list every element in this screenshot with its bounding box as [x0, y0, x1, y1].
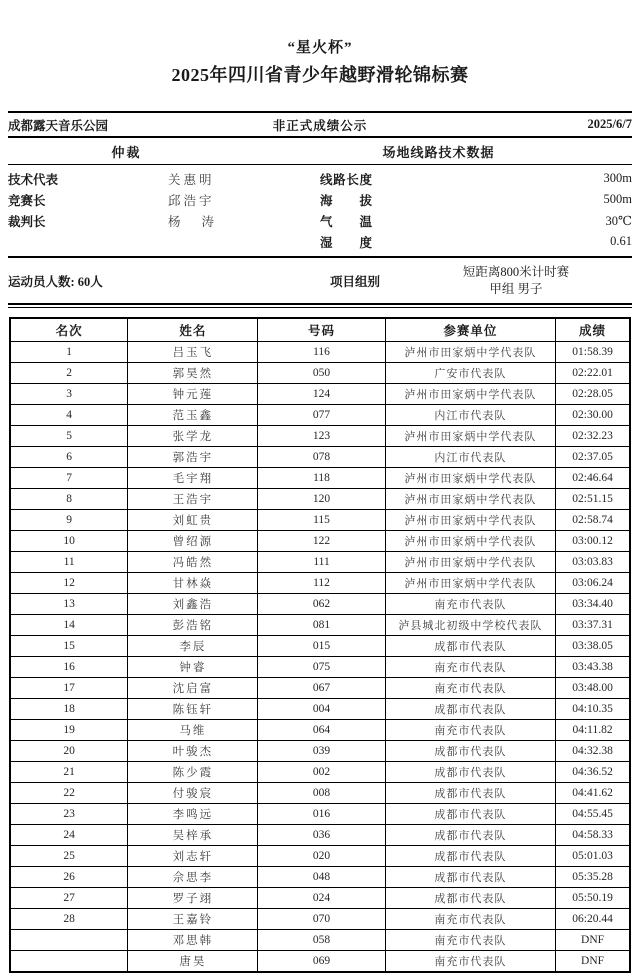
name-cell: 刘鑫浩 — [128, 594, 258, 615]
course-metric-label: 海拔 — [320, 193, 372, 208]
rank-cell: 4 — [10, 405, 128, 426]
result-time-cell: 05:01.03 — [556, 846, 630, 867]
result-time-cell: 02:51.15 — [556, 489, 630, 510]
result-time-cell: 04:11.82 — [556, 720, 630, 741]
table-row — [10, 573, 630, 594]
team-cell: 南充市代表队 — [385, 930, 556, 951]
course-metric-value: 500m — [603, 192, 632, 206]
result-time-cell: 01:58.39 — [556, 342, 630, 363]
name-cell: 陈钰轩 — [128, 699, 258, 720]
rank-cell: 22 — [10, 783, 128, 804]
result-time-cell: 03:48.00 — [556, 678, 630, 699]
result-time-cell: 05:50.19 — [556, 888, 630, 909]
results-table — [9, 317, 631, 973]
name-cell: 曾绍源 — [128, 531, 258, 552]
name-cell: 吕玉飞 — [128, 342, 258, 363]
bib-number-cell: 078 — [258, 447, 385, 468]
rank-cell: 12 — [10, 573, 128, 594]
course-metric-label: 气温 — [320, 214, 372, 229]
date-label: 2025/6/7 — [587, 117, 632, 131]
bib-number-cell: 115 — [258, 510, 385, 531]
bib-number-cell: 008 — [258, 783, 385, 804]
table-row — [10, 468, 630, 489]
double-rule — [8, 305, 632, 308]
bib-number-cell: 116 — [258, 342, 385, 363]
info-grid — [8, 165, 632, 258]
name-cell: 郭浩宇 — [128, 447, 258, 468]
table-row — [10, 363, 630, 384]
bib-number-cell: 036 — [258, 825, 385, 846]
bib-number-cell: 062 — [258, 594, 385, 615]
notice-label: 非正式成绩公示 — [272, 118, 368, 133]
table-row — [10, 720, 630, 741]
rank-cell: 15 — [10, 636, 128, 657]
result-time-cell: 03:38.05 — [556, 636, 630, 657]
team-cell: 成都市代表队 — [385, 804, 556, 825]
name-cell: 钟睿 — [128, 657, 258, 678]
result-time-cell: 03:34.40 — [556, 594, 630, 615]
team-cell: 内江市代表队 — [385, 405, 556, 426]
bib-number-cell: 002 — [258, 762, 385, 783]
team-cell: 南充市代表队 — [385, 951, 556, 973]
rank-cell: 24 — [10, 825, 128, 846]
team-cell: 成都市代表队 — [385, 783, 556, 804]
info-row — [8, 168, 632, 189]
rank-cell: 26 — [10, 867, 128, 888]
course-metric-value: 300m — [603, 171, 632, 185]
table-row — [10, 741, 630, 762]
bib-number-cell: 069 — [258, 951, 385, 973]
bib-number-cell: 123 — [258, 426, 385, 447]
course-metric-value: 0.61 — [610, 234, 632, 248]
table-row — [10, 678, 630, 699]
team-cell: 成都市代表队 — [385, 699, 556, 720]
name-cell: 王浩宇 — [128, 489, 258, 510]
name-cell: 佘思李 — [128, 867, 258, 888]
result-time-cell: 05:35.28 — [556, 867, 630, 888]
bib-number-cell: 120 — [258, 489, 385, 510]
team-cell: 南充市代表队 — [385, 657, 556, 678]
team-cell: 成都市代表队 — [385, 825, 556, 846]
rank-cell: 17 — [10, 678, 128, 699]
result-time-cell: 04:10.35 — [556, 699, 630, 720]
rank-cell: 18 — [10, 699, 128, 720]
name-cell: 马维 — [128, 720, 258, 741]
info-row — [8, 189, 632, 210]
team-cell: 泸州市田家炳中学代表队 — [385, 552, 556, 573]
event-division: 甲组 男子 — [489, 281, 543, 296]
result-time-cell: 03:06.24 — [556, 573, 630, 594]
rank-cell: 21 — [10, 762, 128, 783]
course-section-title: 场地线路技术数据 — [382, 144, 495, 160]
result-time-cell: 04:58.33 — [556, 825, 630, 846]
rank-cell: 23 — [10, 804, 128, 825]
table-row — [10, 531, 630, 552]
table-row — [10, 888, 630, 909]
bib-number-cell: 050 — [258, 363, 385, 384]
rank-cell: 5 — [10, 426, 128, 447]
team-cell: 成都市代表队 — [385, 846, 556, 867]
table-row — [10, 930, 630, 951]
official-name: 杨涛 — [168, 214, 214, 229]
name-cell: 范玉鑫 — [128, 405, 258, 426]
section-headers — [8, 138, 632, 165]
name-cell: 毛宇翔 — [128, 468, 258, 489]
team-cell: 泸州市田家炳中学代表队 — [385, 342, 556, 363]
rank-cell: 19 — [10, 720, 128, 741]
rank-cell: 28 — [10, 909, 128, 930]
bib-number-cell: 064 — [258, 720, 385, 741]
bib-number-cell: 058 — [258, 930, 385, 951]
result-time-cell: 02:28.05 — [556, 384, 630, 405]
rank-cell: 9 — [10, 510, 128, 531]
result-time-cell: 03:00.12 — [556, 531, 630, 552]
official-role-label: 裁判长 — [8, 214, 46, 229]
result-time-cell: 04:41.62 — [556, 783, 630, 804]
info-row — [8, 210, 632, 231]
team-cell: 广安市代表队 — [385, 363, 556, 384]
bib-number-cell: 077 — [258, 405, 385, 426]
result-time-cell: 06:20.44 — [556, 909, 630, 930]
team-cell: 南充市代表队 — [385, 720, 556, 741]
table-row — [10, 804, 630, 825]
course-metric-label: 湿度 — [320, 235, 372, 250]
document-title-block — [8, 0, 632, 87]
table-row — [10, 615, 630, 636]
table-row — [10, 909, 630, 930]
bib-number-cell: 070 — [258, 909, 385, 930]
bib-number-cell: 015 — [258, 636, 385, 657]
official-role-label: 竞赛长 — [8, 193, 46, 208]
result-time-cell: 02:37.05 — [556, 447, 630, 468]
officials-section-title: 仲裁 — [111, 144, 142, 160]
summary-row — [8, 258, 632, 305]
team-cell: 泸州市田家炳中学代表队 — [385, 573, 556, 594]
rank-cell: 14 — [10, 615, 128, 636]
name-cell: 王嘉铃 — [128, 909, 258, 930]
bib-number-cell: 016 — [258, 804, 385, 825]
column-header-rank: 名次 — [10, 318, 128, 342]
table-row — [10, 699, 630, 720]
bib-number-cell: 067 — [258, 678, 385, 699]
name-cell: 张学龙 — [128, 426, 258, 447]
name-cell: 刘虹贵 — [128, 510, 258, 531]
name-cell: 吴梓承 — [128, 825, 258, 846]
name-cell: 刘志轩 — [128, 846, 258, 867]
info-row — [8, 231, 632, 252]
event-group-label: 项目组别 — [330, 274, 381, 289]
rank-cell — [10, 951, 128, 973]
table-row — [10, 825, 630, 846]
name-cell: 李辰 — [128, 636, 258, 657]
athlete-count-label: 运动员人数: 60人 — [8, 274, 103, 289]
event-title: 2025年四川省青少年越野滑轮锦标赛 — [171, 65, 469, 85]
team-cell: 泸县城北初级中学校代表队 — [385, 615, 556, 636]
rank-cell: 25 — [10, 846, 128, 867]
result-time-cell: 04:36.52 — [556, 762, 630, 783]
team-cell: 南充市代表队 — [385, 678, 556, 699]
bib-number-cell: 122 — [258, 531, 385, 552]
team-cell: 泸州市田家炳中学代表队 — [385, 384, 556, 405]
course-metric-value: 30℃ — [605, 213, 632, 228]
rank-cell: 10 — [10, 531, 128, 552]
results-table-header — [10, 318, 630, 342]
table-row — [10, 657, 630, 678]
table-row — [10, 867, 630, 888]
name-cell: 甘林焱 — [128, 573, 258, 594]
name-cell: 邓思韩 — [128, 930, 258, 951]
result-time-cell: 02:30.00 — [556, 405, 630, 426]
bib-number-cell: 124 — [258, 384, 385, 405]
table-row — [10, 762, 630, 783]
name-cell: 沈启富 — [128, 678, 258, 699]
results-table-body — [10, 342, 630, 973]
team-cell: 成都市代表队 — [385, 762, 556, 783]
table-row — [10, 552, 630, 573]
name-cell: 钟元莲 — [128, 384, 258, 405]
result-time-cell: DNF — [556, 930, 630, 951]
team-cell: 泸州市田家炳中学代表队 — [385, 468, 556, 489]
result-time-cell: 04:32.38 — [556, 741, 630, 762]
name-cell: 李鸣远 — [128, 804, 258, 825]
table-row — [10, 426, 630, 447]
rank-cell: 8 — [10, 489, 128, 510]
rank-cell: 16 — [10, 657, 128, 678]
team-cell: 南充市代表队 — [385, 594, 556, 615]
result-time-cell: 03:37.31 — [556, 615, 630, 636]
official-name: 邱浩宇 — [168, 193, 215, 208]
rank-cell: 13 — [10, 594, 128, 615]
name-cell: 冯皓然 — [128, 552, 258, 573]
official-name: 关惠明 — [168, 172, 215, 187]
table-row — [10, 489, 630, 510]
result-time-cell: 02:32.23 — [556, 426, 630, 447]
bib-number-cell: 112 — [258, 573, 385, 594]
bib-number-cell: 020 — [258, 846, 385, 867]
result-time-cell: 03:03.83 — [556, 552, 630, 573]
table-row — [10, 384, 630, 405]
rank-cell: 20 — [10, 741, 128, 762]
table-row — [10, 447, 630, 468]
team-cell: 成都市代表队 — [385, 741, 556, 762]
bib-number-cell: 081 — [258, 615, 385, 636]
bib-number-cell: 118 — [258, 468, 385, 489]
bib-number-cell: 024 — [258, 888, 385, 909]
cup-title: “星火杯” — [287, 40, 353, 56]
team-cell: 泸州市田家炳中学代表队 — [385, 426, 556, 447]
team-cell: 南充市代表队 — [385, 909, 556, 930]
team-cell: 泸州市田家炳中学代表队 — [385, 489, 556, 510]
team-cell: 成都市代表队 — [385, 867, 556, 888]
meta-strip — [8, 111, 632, 138]
team-cell: 内江市代表队 — [385, 447, 556, 468]
table-row — [10, 636, 630, 657]
name-cell: 罗子翊 — [128, 888, 258, 909]
bib-number-cell: 004 — [258, 699, 385, 720]
team-cell: 成都市代表队 — [385, 636, 556, 657]
result-time-cell: DNF — [556, 951, 630, 973]
header-row — [10, 318, 630, 342]
event-name: 短距离800米计时赛 — [462, 264, 570, 279]
bib-number-cell: 048 — [258, 867, 385, 888]
course-metric-label: 线路长度 — [320, 172, 372, 187]
table-row — [10, 594, 630, 615]
name-cell: 付骏宸 — [128, 783, 258, 804]
official-role-label: 技术代表 — [8, 172, 59, 187]
rank-cell: 7 — [10, 468, 128, 489]
rank-cell: 27 — [10, 888, 128, 909]
event-group-value — [400, 264, 632, 298]
table-row — [10, 405, 630, 426]
name-cell: 唐昊 — [128, 951, 258, 973]
table-row — [10, 342, 630, 363]
rank-cell: 1 — [10, 342, 128, 363]
name-cell: 郭昊然 — [128, 363, 258, 384]
bib-number-cell: 039 — [258, 741, 385, 762]
column-header-bib: 号码 — [258, 318, 385, 342]
table-row — [10, 510, 630, 531]
rank-cell — [10, 930, 128, 951]
column-header-time: 成绩 — [556, 318, 630, 342]
name-cell: 彭浩铭 — [128, 615, 258, 636]
name-cell: 陈少霞 — [128, 762, 258, 783]
result-time-cell: 03:43.38 — [556, 657, 630, 678]
result-time-cell: 02:22.01 — [556, 363, 630, 384]
column-header-team: 参赛单位 — [385, 318, 556, 342]
bib-number-cell: 111 — [258, 552, 385, 573]
rank-cell: 11 — [10, 552, 128, 573]
rank-cell: 3 — [10, 384, 128, 405]
name-cell: 叶骏杰 — [128, 741, 258, 762]
table-row — [10, 783, 630, 804]
team-cell: 泸州市田家炳中学代表队 — [385, 531, 556, 552]
bib-number-cell: 075 — [258, 657, 385, 678]
column-header-name: 姓名 — [128, 318, 258, 342]
team-cell: 成都市代表队 — [385, 888, 556, 909]
table-row — [10, 846, 630, 867]
team-cell: 泸州市田家炳中学代表队 — [385, 510, 556, 531]
rank-cell: 6 — [10, 447, 128, 468]
table-row — [10, 951, 630, 973]
result-time-cell: 02:58.74 — [556, 510, 630, 531]
venue-label: 成都露天音乐公园 — [8, 118, 109, 133]
result-time-cell: 04:55.45 — [556, 804, 630, 825]
result-time-cell: 02:46.64 — [556, 468, 630, 489]
rank-cell: 2 — [10, 363, 128, 384]
